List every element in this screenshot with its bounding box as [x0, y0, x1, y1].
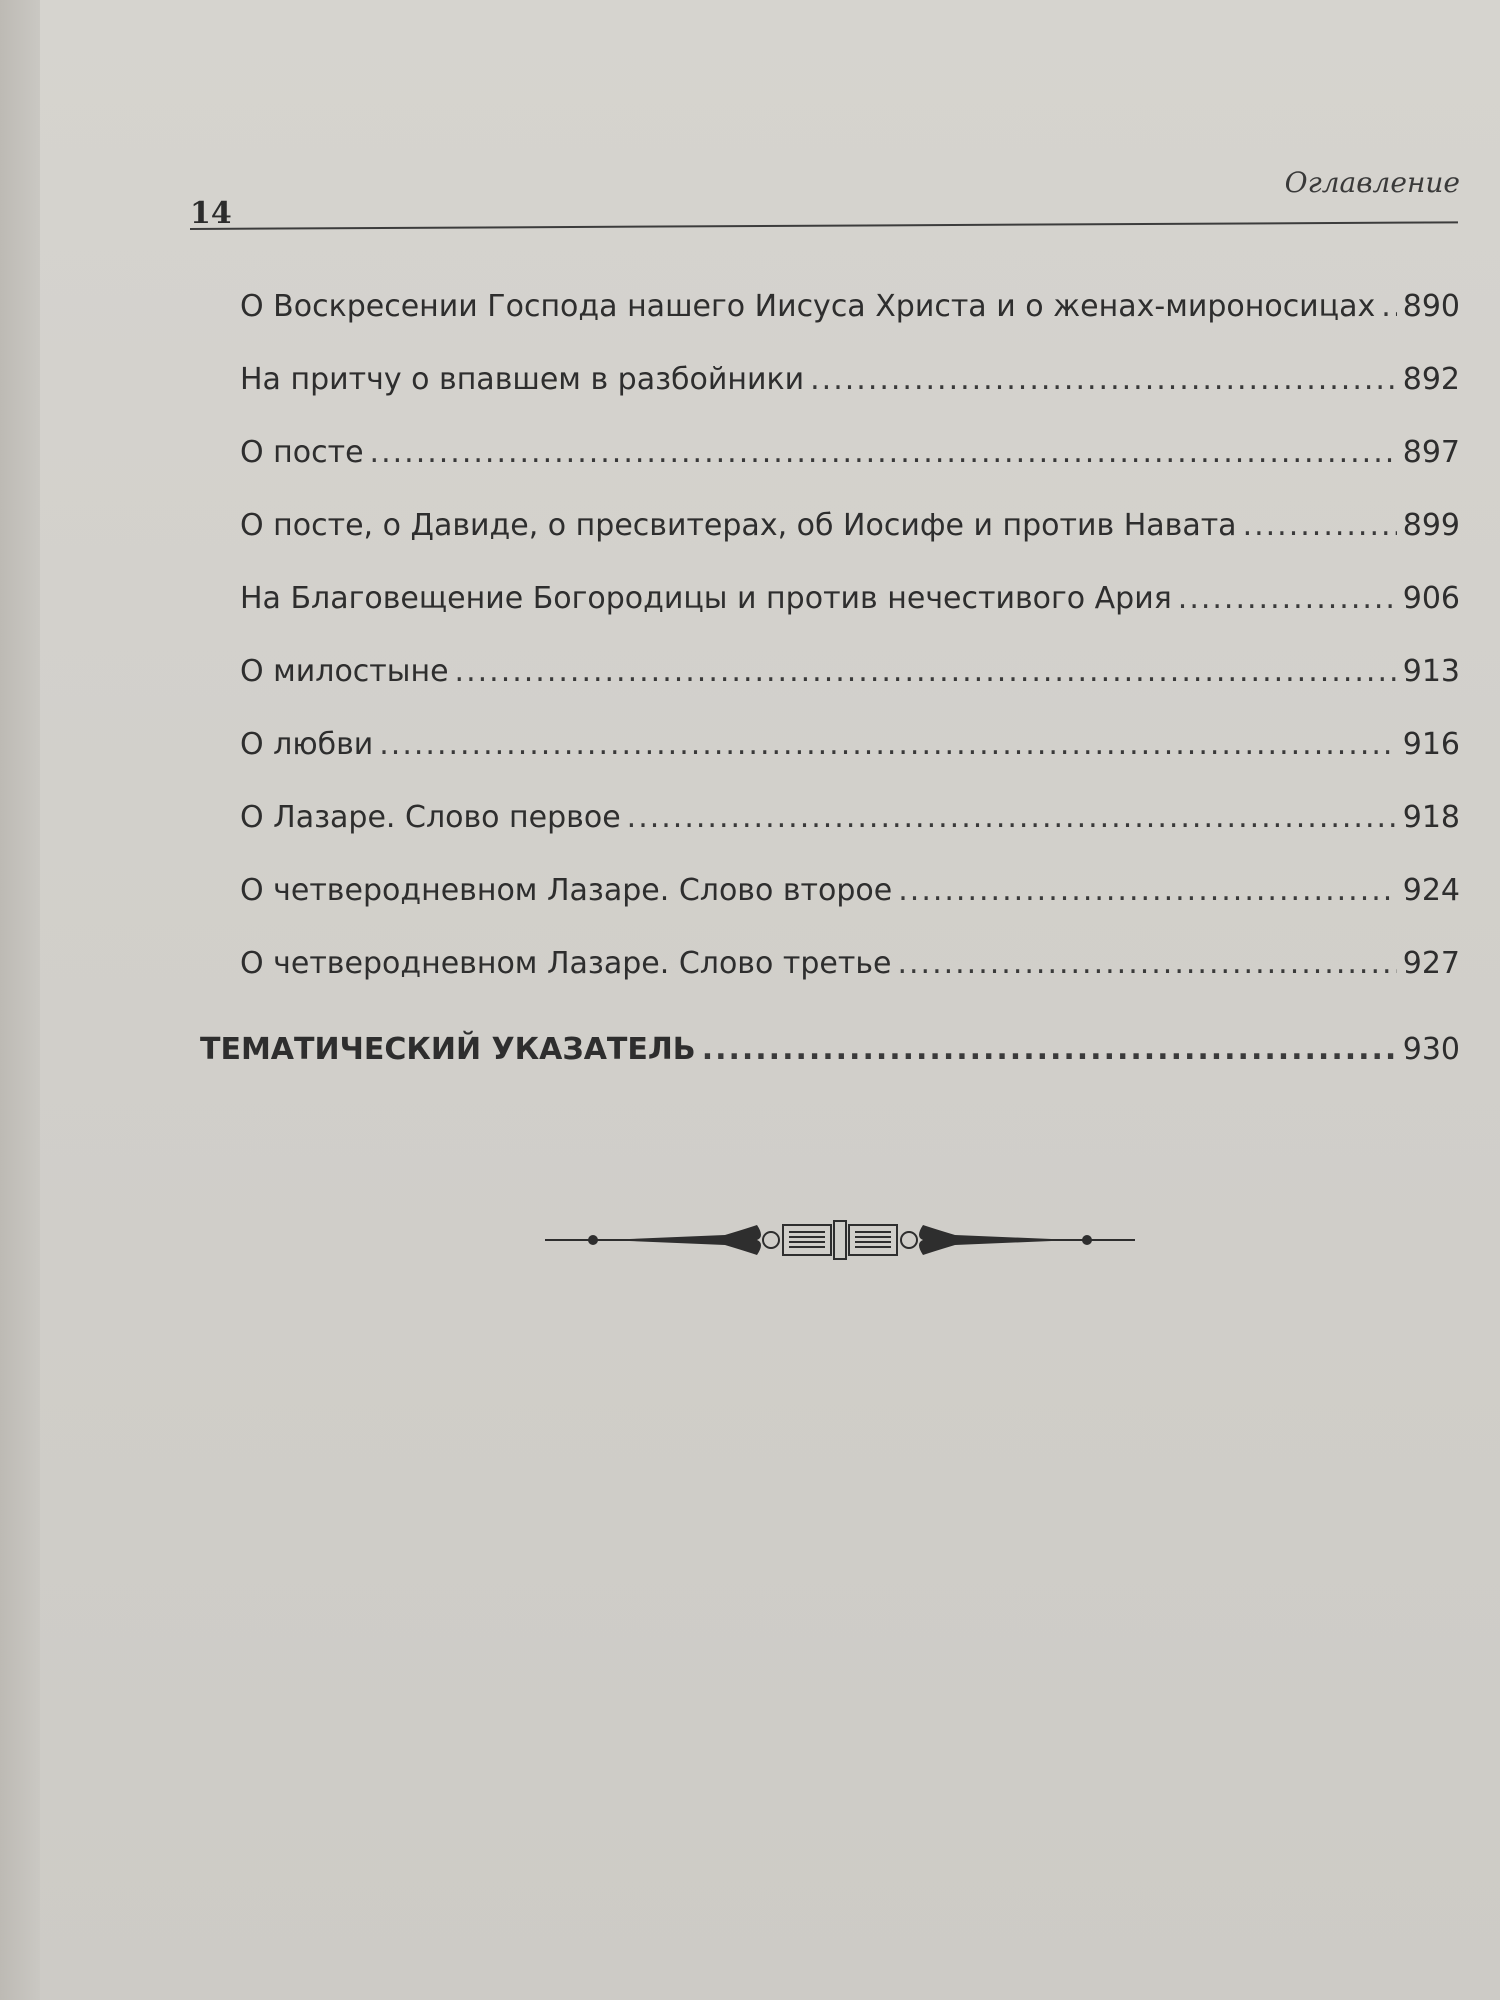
toc-leader-dots: [379, 708, 1396, 781]
toc-entry: [200, 635, 1460, 708]
toc-section-page: 930: [1402, 1032, 1460, 1067]
header-rule: [190, 221, 1458, 230]
toc-section-title: ТЕМАТИЧЕСКИЙ УКАЗАТЕЛЬ: [200, 1032, 696, 1067]
toc-entry: [200, 489, 1460, 562]
toc-entry-title: О посте: [240, 435, 364, 470]
toc-entry-page: 916: [1402, 727, 1460, 762]
toc-leader-dots: [370, 416, 1397, 489]
toc-entry: [200, 343, 1460, 416]
toc-entry-title: На Благовещение Богородицы и против нечестивого Ария: [240, 581, 1172, 616]
toc-section-entry: [200, 1010, 1460, 1090]
toc-entry-page: 899: [1402, 508, 1460, 543]
toc-entry: [200, 781, 1460, 854]
toc-leader-dots: [898, 854, 1396, 927]
toc-entry: [200, 416, 1460, 489]
toc-leader-dots: [897, 927, 1396, 1000]
toc-entry-title: О любви: [240, 727, 374, 762]
toc-entry-page: 906: [1402, 581, 1460, 616]
toc-leader-dots: [702, 1010, 1397, 1090]
toc-leader-dots: [810, 343, 1397, 416]
book-ornament-icon: [545, 1215, 1135, 1265]
toc-leader-dots: [1243, 489, 1397, 562]
toc-entry-page: 918: [1402, 800, 1460, 835]
toc-entry-page: 897: [1402, 435, 1460, 470]
toc-entry-page: 924: [1402, 873, 1460, 908]
toc-entry: [200, 854, 1460, 927]
toc-leader-dots: [455, 635, 1397, 708]
toc-leader-dots: [627, 781, 1397, 854]
page-number: 14: [190, 196, 232, 231]
toc-entry-page: 927: [1402, 946, 1460, 981]
toc-entry-page: 913: [1402, 654, 1460, 689]
page-header: [190, 160, 1460, 230]
toc-entry-page: 892: [1402, 362, 1460, 397]
toc-entry: [200, 927, 1460, 1000]
toc-entry-title: О четверодневном Лазаре. Слово второе: [240, 873, 893, 908]
toc-entry-title: О милостыне: [240, 654, 449, 689]
toc-entry-title: О Лазаре. Слово первое: [240, 800, 621, 835]
toc-entry-title: На притчу о впавшем в разбойники: [240, 362, 805, 397]
toc-entry: [200, 562, 1460, 635]
toc-entry-title: О посте, о Давиде, о пресвитерах, об Иосифе и против Навата: [240, 508, 1237, 543]
toc-leader-dots: [1381, 270, 1396, 343]
toc-entry-title: О Воскресении Господа нашего Иисуса Христа и о женах-мироносицах: [240, 289, 1376, 324]
toc-leader-dots: [1178, 562, 1397, 635]
table-of-contents: [200, 270, 1460, 1090]
toc-entry-title: О четверодневном Лазаре. Слово третье: [240, 946, 892, 981]
running-head: Оглавление: [1284, 166, 1460, 199]
toc-entry: [200, 708, 1460, 781]
toc-entry-page: 890: [1402, 289, 1460, 324]
page-edge: [0, 0, 40, 2000]
toc-entry: [200, 270, 1460, 343]
